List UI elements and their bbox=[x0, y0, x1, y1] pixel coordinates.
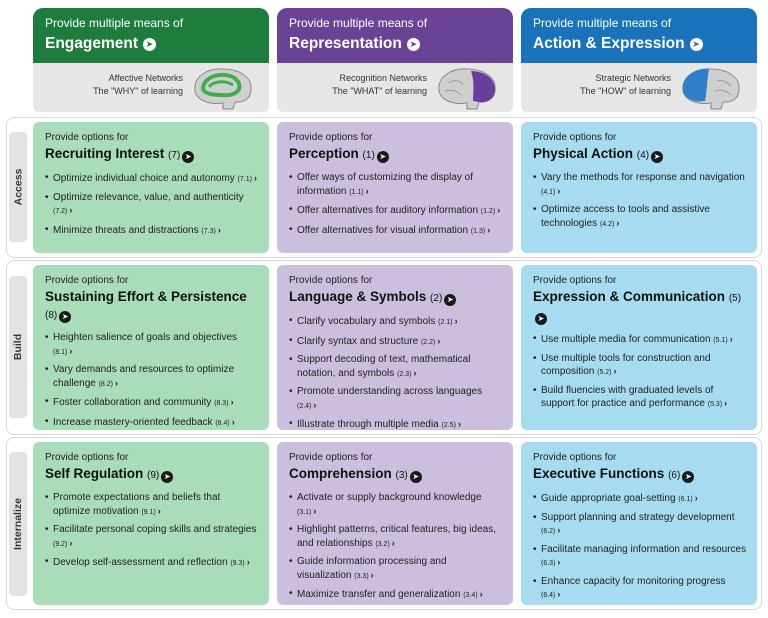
cell-number: (9) bbox=[147, 470, 160, 481]
arrow-right-icon[interactable]: ➤ bbox=[535, 313, 547, 325]
checkpoint-number: (1.3) bbox=[470, 227, 486, 235]
checkpoint-text: Highlight patterns, critical features, big ideas, and relationships bbox=[297, 524, 496, 549]
cell-number: (2) bbox=[430, 293, 443, 304]
checkpoint-number: (3.3) bbox=[354, 572, 369, 580]
cell-prefix: Provide options for bbox=[289, 132, 373, 143]
arrow-right-icon[interactable]: ➤ bbox=[59, 311, 71, 323]
row-label-text: Access bbox=[12, 168, 24, 206]
checkpoint-item[interactable] bbox=[289, 224, 503, 239]
arrow-right-icon[interactable]: ➤ bbox=[682, 471, 694, 483]
checkpoint-number: (6.2) bbox=[541, 528, 556, 535]
cell-physical-action bbox=[521, 122, 757, 253]
checkpoint-item[interactable] bbox=[45, 416, 259, 431]
network-subtitle: The "WHY" of learning bbox=[93, 86, 183, 96]
chevron-right-icon: › bbox=[413, 367, 417, 378]
chevron-right-icon: › bbox=[497, 205, 501, 215]
cell-title: Comprehension bbox=[289, 466, 392, 481]
header-engagement bbox=[33, 8, 269, 112]
chevron-right-icon: › bbox=[616, 217, 620, 228]
cell-number: (6) bbox=[668, 470, 681, 481]
checkpoint-item[interactable] bbox=[533, 512, 747, 539]
checkpoint-text: Offer alternatives for visual information bbox=[297, 224, 469, 236]
checkpoint-number: (6.1) bbox=[678, 496, 693, 503]
network-name: Recognition Networks bbox=[339, 73, 427, 83]
checkpoint-number: (8.4) bbox=[215, 419, 230, 427]
cell-prefix: Provide options for bbox=[533, 132, 617, 143]
chevron-right-icon: › bbox=[365, 185, 369, 196]
checkpoint-number: (8.1) bbox=[53, 348, 68, 356]
checkpoint-item[interactable] bbox=[45, 224, 259, 239]
checkpoint-text: Illustrate through multiple media bbox=[297, 419, 439, 430]
cell-title-link[interactable] bbox=[289, 465, 503, 484]
header-action-banner bbox=[521, 8, 757, 63]
header-title-link[interactable] bbox=[289, 34, 501, 54]
checkpoint-text: Support planning and strategy development bbox=[541, 511, 735, 523]
cell-number: (8) bbox=[45, 310, 58, 321]
header-title-link[interactable] bbox=[45, 34, 257, 54]
arrow-right-icon[interactable]: ➤ bbox=[410, 471, 422, 483]
cell-title: Sustaining Effort & Persistence bbox=[45, 289, 247, 304]
chevron-right-icon: › bbox=[231, 416, 235, 427]
checkpoint-item[interactable] bbox=[533, 576, 747, 603]
checkpoint-number: (9.3) bbox=[230, 560, 245, 567]
chevron-right-icon: › bbox=[313, 505, 317, 516]
cell-title-link[interactable] bbox=[533, 145, 747, 164]
checkpoint-text: Promote understanding across languages bbox=[297, 386, 483, 397]
checkpoint-number: (9.1) bbox=[141, 508, 156, 516]
header-title: Engagement bbox=[45, 35, 139, 52]
checkpoint-number: (4.2) bbox=[599, 220, 615, 228]
chevron-right-icon: › bbox=[557, 185, 561, 196]
cell-recruiting-interest bbox=[33, 122, 269, 253]
header-representation bbox=[277, 8, 513, 112]
cell-title: Physical Action bbox=[533, 146, 634, 161]
checkpoint-item[interactable] bbox=[289, 315, 503, 330]
brain-affective-icon bbox=[189, 65, 257, 111]
row-label-build bbox=[9, 276, 27, 418]
cell-number: (7) bbox=[168, 150, 181, 161]
cell-title-link[interactable] bbox=[533, 465, 747, 484]
checkpoint-item[interactable] bbox=[289, 335, 503, 350]
cell-prefix: Provide options for bbox=[45, 452, 129, 463]
cell-prefix: Provide options for bbox=[45, 275, 129, 286]
header-title: Action & Expression bbox=[533, 35, 685, 52]
checkpoint-number: (7.2) bbox=[53, 208, 68, 215]
checkpoint-text: Offer ways of customizing the display of information bbox=[297, 172, 474, 197]
checkpoint-number: (5.2) bbox=[597, 369, 612, 376]
checkpoint-number: (2.3) bbox=[397, 370, 412, 378]
checkpoint-text: Increase mastery-oriented feedback bbox=[53, 416, 213, 428]
header-prefix: Provide multiple means of bbox=[533, 16, 672, 30]
chevron-right-icon: › bbox=[230, 397, 234, 407]
checkpoint-number: (9.2) bbox=[53, 540, 68, 548]
chevron-right-icon: › bbox=[479, 589, 483, 599]
checkpoint-text: Use multiple media for communication bbox=[541, 334, 711, 345]
checkpoint-item[interactable] bbox=[289, 354, 503, 381]
checkpoint-text: Optimize access to tools and assistive technologies bbox=[541, 204, 710, 229]
checkpoint-text: Clarify syntax and structure bbox=[297, 335, 419, 347]
chevron-right-icon: › bbox=[557, 589, 561, 599]
checkpoint-text: Foster collaboration and community bbox=[53, 397, 212, 408]
checkpoint-number: (4.1) bbox=[541, 188, 556, 196]
checkpoint-text: Support decoding of text, mathematical notation, and symbols bbox=[297, 354, 471, 379]
chevron-right-icon: › bbox=[69, 537, 73, 548]
cell-perception bbox=[277, 122, 513, 253]
cell-comprehension bbox=[277, 442, 513, 605]
checkpoint-item[interactable] bbox=[289, 556, 503, 583]
brain-recognition-icon bbox=[433, 65, 501, 111]
checkpoint-item[interactable] bbox=[289, 492, 503, 519]
cell-expression-communication bbox=[521, 265, 757, 430]
header-engagement-banner bbox=[33, 8, 269, 63]
checkpoint-text: Clarify vocabulary and symbols bbox=[297, 316, 436, 327]
checkpoint-text: Promote expectations and beliefs that optimize motivation bbox=[53, 492, 221, 517]
cell-title-link[interactable] bbox=[45, 465, 259, 484]
checkpoint-text: Facilitate managing information and resources bbox=[541, 543, 747, 555]
checkpoint-item[interactable] bbox=[289, 172, 503, 199]
network-name: Affective Networks bbox=[108, 73, 183, 83]
chevron-right-icon: › bbox=[157, 505, 161, 516]
checkpoint-number: (2.5) bbox=[441, 422, 456, 429]
header-title-link[interactable] bbox=[533, 34, 745, 54]
checkpoint-number: (5.1) bbox=[713, 337, 728, 344]
checkpoint-number: (5.3) bbox=[707, 401, 723, 408]
cell-number: (5) bbox=[728, 293, 742, 304]
checkpoint-number: (1.2) bbox=[480, 208, 496, 215]
header-prefix: Provide multiple means of bbox=[289, 16, 428, 30]
row-label-text: Internalize bbox=[12, 498, 24, 550]
chevron-right-icon: › bbox=[115, 377, 118, 388]
header-action-expression bbox=[521, 8, 757, 112]
cell-title: Language & Symbols bbox=[289, 289, 427, 304]
cell-language-symbols bbox=[277, 265, 513, 430]
arrow-right-icon[interactable]: ➤ bbox=[161, 471, 173, 483]
checkpoint-number: (3.4) bbox=[463, 592, 478, 599]
checkpoint-item[interactable] bbox=[533, 204, 747, 231]
chevron-right-icon: › bbox=[694, 493, 698, 503]
checkpoint-number: (7.1) bbox=[237, 176, 252, 183]
cell-title-link[interactable] bbox=[45, 145, 259, 164]
cell-prefix: Provide options for bbox=[289, 275, 373, 286]
cell-sustaining-effort bbox=[33, 265, 269, 430]
cell-prefix: Provide options for bbox=[45, 132, 129, 143]
checkpoint-item[interactable] bbox=[289, 204, 503, 219]
cell-prefix: Provide options for bbox=[533, 452, 617, 463]
checkpoint-number: (6.3) bbox=[541, 560, 556, 567]
network-subtitle: The "HOW" of learning bbox=[580, 86, 671, 96]
cell-prefix: Provide options for bbox=[533, 275, 617, 286]
arrow-right-icon[interactable]: ➤ bbox=[444, 294, 456, 306]
checkpoint-item[interactable] bbox=[289, 386, 503, 413]
checkpoint-item[interactable] bbox=[533, 353, 747, 380]
chevron-right-icon: › bbox=[253, 173, 257, 183]
checkpoint-number: (2.4) bbox=[297, 402, 312, 410]
checkpoint-item[interactable] bbox=[45, 396, 259, 411]
cell-number: (3) bbox=[395, 470, 408, 481]
checkpoint-text: Build fluencies with graduated levels of support for practice and performance bbox=[541, 384, 714, 409]
cell-title: Expression & Communication bbox=[533, 289, 726, 304]
checkpoint-text: Vary demands and resources to optimize challenge bbox=[53, 364, 235, 389]
checkpoint-text: Minimize threats and distractions bbox=[53, 224, 199, 236]
checkpoint-item[interactable] bbox=[289, 418, 503, 433]
chevron-right-icon: › bbox=[370, 569, 374, 580]
chevron-right-icon: › bbox=[557, 525, 561, 535]
chevron-right-icon: › bbox=[246, 557, 250, 567]
checkpoint-text: Enhance capacity for monitoring progress bbox=[541, 575, 726, 587]
cell-title-link[interactable] bbox=[533, 288, 747, 325]
checkpoint-text: Guide information processing and visualization bbox=[297, 556, 447, 581]
cell-number: (4) bbox=[636, 150, 650, 161]
checkpoint-number: (8.2) bbox=[98, 380, 113, 388]
arrow-right-icon[interactable]: ➤ bbox=[651, 151, 663, 163]
chevron-right-icon: › bbox=[487, 224, 491, 235]
chevron-right-icon: › bbox=[557, 557, 561, 567]
header-prefix: Provide multiple means of bbox=[45, 16, 184, 30]
checkpoint-item[interactable] bbox=[533, 385, 747, 412]
checkpoint-text: Maximize transfer and generalization bbox=[297, 589, 461, 600]
chevron-right-icon: › bbox=[69, 205, 73, 215]
checkpoint-item[interactable] bbox=[533, 333, 747, 348]
checkpoint-item[interactable] bbox=[45, 172, 259, 187]
checkpoint-text: Optimize individual choice and autonomy bbox=[53, 173, 235, 184]
cell-title-link[interactable] bbox=[289, 288, 503, 307]
checkpoint-item[interactable] bbox=[45, 332, 259, 359]
cell-self-regulation bbox=[33, 442, 269, 605]
checkpoint-number: (1.1) bbox=[349, 188, 364, 196]
chevron-right-icon: › bbox=[313, 399, 317, 410]
checkpoint-number: (7.3) bbox=[201, 227, 216, 235]
checkpoint-text: Vary the methods for response and navigation bbox=[541, 172, 745, 183]
chevron-right-icon: › bbox=[729, 334, 733, 344]
checkpoint-text: Develop self-assessment and reflection bbox=[53, 557, 228, 568]
cell-title: Self Regulation bbox=[45, 466, 144, 481]
chevron-right-icon: › bbox=[724, 398, 728, 408]
checkpoint-item[interactable] bbox=[289, 524, 503, 551]
arrow-right-icon[interactable]: ➤ bbox=[407, 38, 420, 51]
arrow-right-icon[interactable]: ➤ bbox=[182, 151, 194, 163]
checkpoint-number: (3.2) bbox=[375, 540, 390, 548]
chevron-right-icon: › bbox=[217, 224, 221, 235]
chevron-right-icon: › bbox=[437, 335, 441, 346]
checkpoint-item[interactable] bbox=[45, 524, 259, 551]
row-label-internalize bbox=[9, 452, 27, 596]
checkpoint-item[interactable] bbox=[45, 364, 259, 391]
checkpoint-text: Use multiple tools for construction and composition bbox=[541, 352, 711, 377]
chevron-right-icon: › bbox=[69, 345, 73, 356]
checkpoint-number: (8.3) bbox=[214, 400, 229, 407]
chevron-right-icon: › bbox=[454, 316, 458, 326]
network-subtitle: The "WHAT" of learning bbox=[332, 86, 427, 96]
row-label-text: Build bbox=[12, 333, 24, 361]
header-representation-banner bbox=[277, 8, 513, 63]
checkpoint-item[interactable] bbox=[45, 492, 259, 519]
checkpoint-item[interactable] bbox=[289, 588, 503, 603]
checkpoint-item[interactable] bbox=[533, 172, 747, 199]
cell-title: Executive Functions bbox=[533, 466, 665, 481]
checkpoint-number: (3.1) bbox=[297, 508, 312, 516]
cell-title: Recruiting Interest bbox=[45, 146, 165, 161]
checkpoint-text: Activate or supply background knowledge bbox=[297, 492, 482, 503]
cell-executive-functions bbox=[521, 442, 757, 605]
checkpoint-item[interactable] bbox=[533, 492, 747, 507]
chevron-right-icon: › bbox=[391, 537, 395, 548]
brain-strategic-icon bbox=[677, 65, 745, 111]
checkpoint-number: (2.2) bbox=[420, 338, 436, 346]
chevron-right-icon: › bbox=[457, 419, 461, 429]
checkpoint-item[interactable] bbox=[533, 544, 747, 571]
chevron-right-icon: › bbox=[613, 366, 617, 376]
header-title: Representation bbox=[289, 35, 402, 52]
checkpoint-number: (6.4) bbox=[541, 592, 556, 599]
arrow-right-icon[interactable]: ➤ bbox=[377, 151, 389, 163]
row-label-access bbox=[9, 132, 27, 242]
checkpoint-text: Offer alternatives for auditory information bbox=[297, 205, 479, 216]
checkpoint-text: Guide appropriate goal-setting bbox=[541, 493, 676, 504]
cell-title-link[interactable] bbox=[45, 288, 259, 324]
cell-title-link[interactable] bbox=[289, 145, 503, 164]
checkpoint-text: Heighten salience of goals and objectives bbox=[53, 332, 238, 343]
checkpoint-text: Facilitate personal coping skills and strategies bbox=[53, 524, 257, 535]
arrow-right-icon[interactable]: ➤ bbox=[143, 38, 156, 51]
checkpoint-number: (2.1) bbox=[438, 319, 453, 326]
network-name: Strategic Networks bbox=[595, 73, 671, 83]
arrow-right-icon[interactable]: ➤ bbox=[690, 38, 703, 51]
checkpoint-text: Optimize relevance, value, and authenticity bbox=[53, 191, 244, 203]
cell-title: Perception bbox=[289, 146, 359, 161]
cell-prefix: Provide options for bbox=[289, 452, 373, 463]
checkpoint-item[interactable] bbox=[45, 192, 259, 219]
checkpoint-item[interactable] bbox=[45, 556, 259, 571]
cell-number: (1) bbox=[362, 150, 375, 161]
